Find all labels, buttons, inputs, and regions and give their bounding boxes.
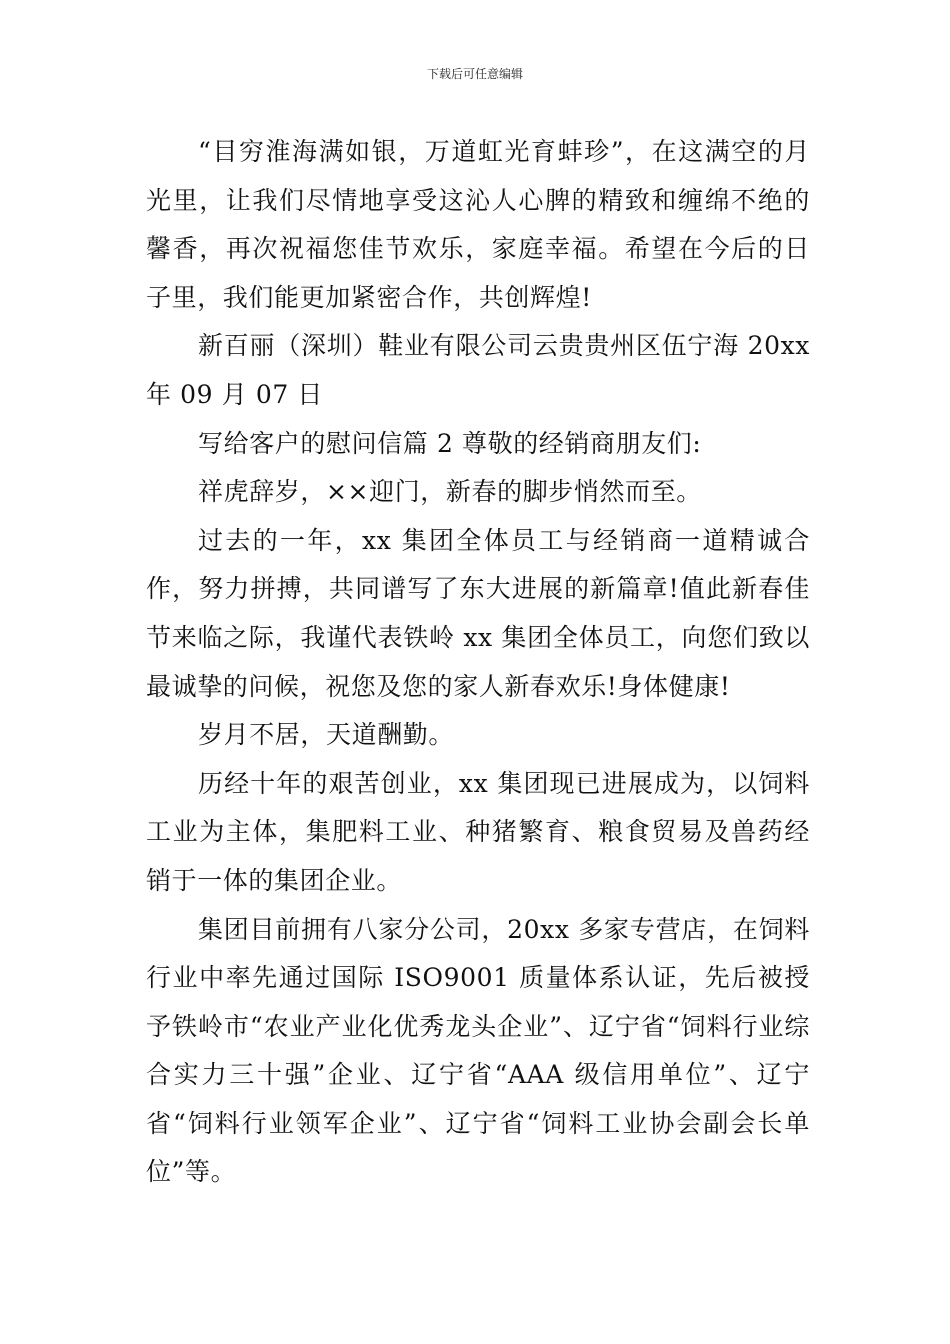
paragraph-motto: 岁月不居，天道酬勤。: [198, 720, 455, 750]
paragraph-signature-date: 新百丽（深圳）鞋业有限公司云贵贵州区伍宁海 20xx 年 09 月 07 日: [146, 331, 810, 409]
paragraph-group-honors: 集团目前拥有八家分公司，20xx 多家专营店，在饲料行业中率先通过国际 ISO9001 质量体系认证，先后被授予铁岭市“农业产业化优秀龙头企业”、辽宁省“饲料行业综合实力三十强”企业、辽宁省“AAA 级信用单位”、辽宁省“饲料行业领军企业”、辽宁省“饲料工业协会副会长单位”等。: [146, 914, 810, 1187]
paragraph-greeting-poem: “目穷淮海满如银，万道虹光育蚌珍”，在这满空的月光里，让我们尽情地享受这沁人心脾的精致和缠绵不绝的馨香，再次祝福您佳节欢乐，家庭幸福。希望在今后的日子里，我们能更加紧密合作，共创辉煌!: [146, 137, 810, 312]
paragraph-past-year: 过去的一年，xx 集团全体员工与经销商一道精诚合作，努力拼搏，共同谱写了东大进展的新篇章!值此新春佳节来临之际，我谨代表铁岭 xx 集团全体员工，向您们致以最诚挚的问候，祝您及您的家人新春欢乐!身体健康!: [146, 525, 810, 701]
paragraph-group-history: 历经十年的艰苦创业，xx 集团现已进展成为，以饲料工业为主体，集肥料工业、种猪繁育、粮食贸易及兽药经销于一体的集团企业。: [146, 768, 810, 895]
paragraph-letter-title: 写给客户的慰问信篇 2 尊敬的经销商朋友们:: [198, 428, 702, 458]
paragraph-new-year: 祥虎辞岁，××迎门，新春的脚步悄然而至。: [198, 477, 702, 507]
page-header: 下载后可任意编辑: [426, 67, 523, 81]
letter-body: [146, 128, 810, 1197]
